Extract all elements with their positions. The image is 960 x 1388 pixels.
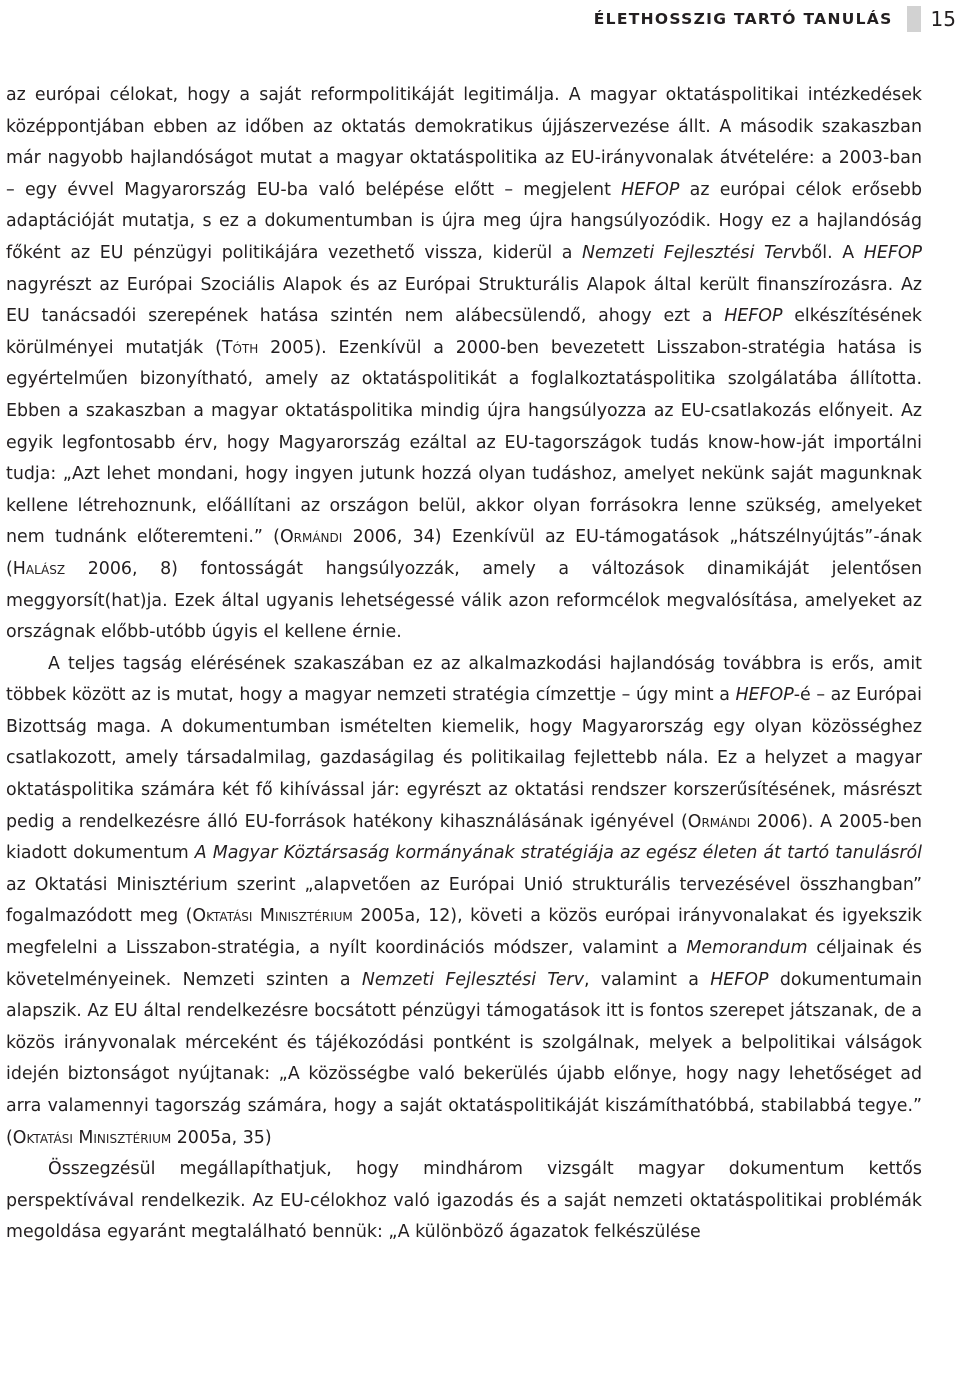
italic-title: HEFOP: [863, 242, 922, 263]
text-run: -é – az Európai Bizottság maga. A dokumentumban ismételten kiemelik, hogy Magyarország egy olyan közösséghez csatlakozott, amely társadalmilag, gazdaságilag és politikailag fejlettebb nála. Ez a helyzet a magyar oktatáspolitika számára két fő kihívással jár: egyrészt az oktatási rendszer korszerűsítésének, másrészt pedig a rendelkezésre álló EU-források hatékony kihasználásának igényével (: [6, 685, 922, 832]
paragraph-1: [6, 80, 922, 649]
author-citation: Oktatási Minisztérium: [192, 906, 353, 927]
author-citation: Tóth: [221, 337, 259, 358]
italic-title: HEFOP: [621, 179, 680, 200]
paragraph-2: [6, 649, 922, 1155]
text-run: céljainak és követelményeinek. Nemzeti szinten a: [6, 938, 922, 990]
author-citation: Ormándi: [687, 811, 751, 832]
text-run: 2006, 8) fontosságát hangsúlyozzák, amely a változások dinamikáját jelentősen meggyorsít(hat)ja. Ezek által ugyanis lehetségessé válik azon reformcélok megvalósítása, amelyeket az országnak előbb-utóbb úgyis el kellene érnie.: [6, 558, 922, 643]
text-run: az európai célok erősebb adaptációját mutatja, s ez a dokumentumban is újra meg újra hangsúlyozódik. Hogy ez a hajlandóság főként az EU pénzügyi politikájára vezethető vissza, kiderül a: [6, 179, 923, 263]
italic-title: Nemzeti Fejlesztési Terv: [582, 242, 801, 263]
text-run: dokumentumain alapszik. Az EU által rendelkezésre bocsátott pénzügyi támogatások itt is fontos szerepet játszanak, de a közös irányvonalak mérceként és tájékozódási pontként is szolgálnak, melyek a belpolitikai válságok idején biztonságot nyújtanak: „A közösségbe való bekerülés újabb előnye, hogy nagy lehetőséget ad arra valamennyi tagország számára, hogy a saját oktatáspolitikáját kiszámíthatóbbá, stabilabbá tegye.” (: [6, 969, 923, 1148]
running-head-title: ÉLETHOSSZIG TARTÓ TANULÁS: [593, 10, 893, 28]
italic-title: A Magyar Köztársaság kormányának stratégiája az egész életen át tartó tanulásról: [194, 843, 922, 864]
italic-title: Nemzeti Fejlesztési Terv: [361, 969, 584, 990]
author-citation: Halász: [12, 558, 66, 579]
text-run: az európai célokat, hogy a saját reformpolitikáját legitimálja. A magyar oktatáspolitikai intézkedések középpontjában ebben az időben az oktatás demokratikus újjászervezése állt. A második szakaszban már nagyobb hajlandóságot mutat a magyar oktatáspolitika az EU-irányvonalak átvételére: a 2003-ban – egy évvel Magyarország EU-ba való belépése előtt – megjelent: [6, 85, 922, 200]
text-run: A teljes tagság elérésének szakaszában ez az alkalmazkodási hajlandóság továbbra is erős, amit többek között az is mutat, hogy a magyar nemzeti stratégia címzettje – úgy mint a: [6, 653, 922, 706]
text-run: 2005a, 12), követi a közös európai irányvonalakat és igyekszik megfelelni a Lisszabon-stratégia, a nyílt koordinációs módszer, valamint a: [6, 906, 922, 959]
text-run: 2006). A 2005-ben kiadott dokumentum: [6, 811, 922, 864]
italic-title: HEFOP: [710, 969, 769, 990]
text-run: az Oktatási Minisztérium szerint „alapvetően az Európai Unió strukturális tervezésével összhangban” fogalmazódott meg (: [6, 874, 922, 927]
text-run: ből. A: [800, 242, 864, 263]
italic-title: HEFOP: [735, 685, 794, 706]
paragraph-3: [6, 1154, 922, 1249]
text-run: nagyrészt az Európai Szociális Alapok és az Európai Strukturális Alapok által került finanszírozásra. Az EU tanácsadói szerepének hatása szintén nem alábecsülendő, ahogy ezt a: [6, 274, 922, 327]
text-run: 2005). Ezenkívül a 2000-ben bevezetett Lisszabon-stratégia hatása is egyértelműen bizonyítható, amely az oktatáspolitikát a foglalkoztatáspolitika szolgálatába állította. Ebben a szakaszban a magyar oktatáspolitika mindig újra hangsúlyozza az EU-csatlakozás előnyeit. Az egyik legfontosabb érv, hogy Magyarország ezáltal az EU-tagországok tudás know-how-ját importálni tudja: „Azt lehet mondani, hogy ingyen jutunk hozzá olyan tudáshoz, amelyet nekünk saját magunknak kellene létrehoznunk, előállítani az országon belül, akkor olyan forrásokra lenne szükség, amelyeket nem tudnánk előteremteni.” (: [6, 337, 922, 548]
italic-title: Memorandum: [686, 938, 808, 959]
text-run: 2005a, 35): [171, 1127, 272, 1148]
text-run: , valamint a: [584, 969, 711, 990]
author-citation: Oktatási Minisztérium: [12, 1127, 172, 1148]
text-run: elkészítésének körülményei mutatják (: [6, 306, 922, 358]
page-body: [6, 80, 922, 1249]
text-run: 2006, 34) Ezenkívül az EU-támogatások „hátszélnyújtás”-ának (: [6, 527, 922, 579]
running-head: [594, 6, 960, 32]
running-head-divider: [907, 6, 921, 32]
author-citation: Ormándi: [279, 527, 343, 548]
page-number: 15: [930, 7, 956, 31]
text-run: Összegzésül megállapíthatjuk, hogy mindhárom vizsgált magyar dokumentum kettős perspektívával rendelkezik. Az EU-célokhoz való igazodás és a saját nemzeti oktatáspolitikai problémák megoldása egyaránt megtalálható bennük: „A különböző ágazatok felkészülése: [6, 1159, 922, 1243]
italic-title: HEFOP: [724, 306, 783, 327]
